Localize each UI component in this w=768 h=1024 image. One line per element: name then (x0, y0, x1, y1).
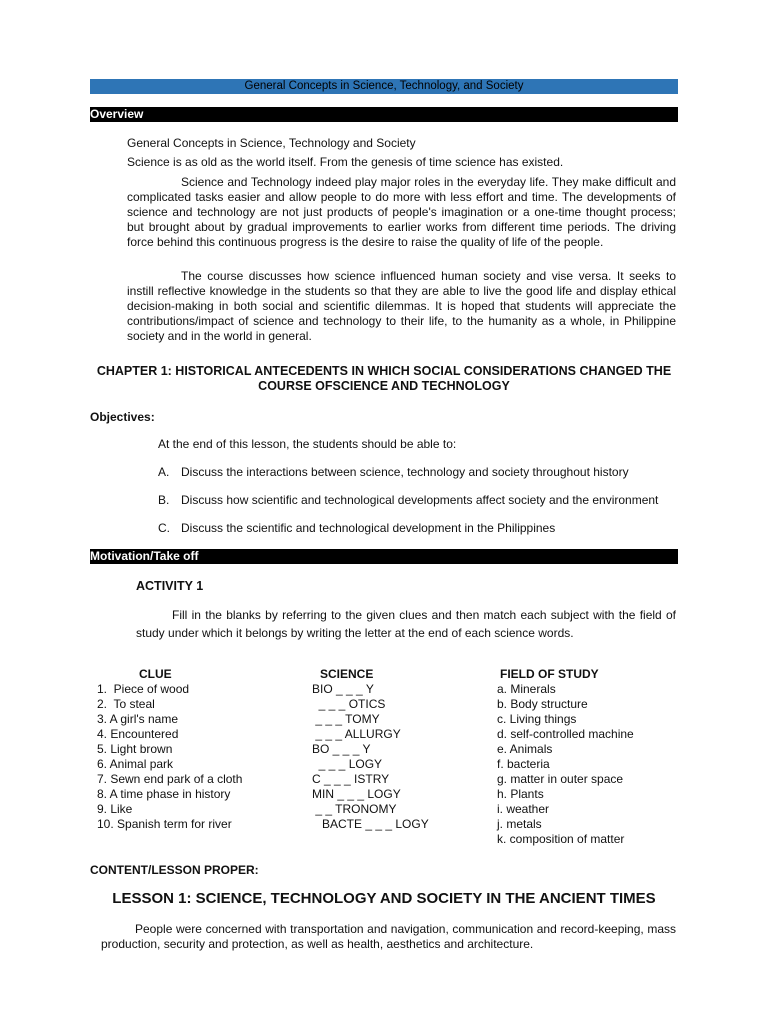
clue-item: 9. Like (97, 802, 133, 816)
motivation-heading: Motivation/Take off (90, 549, 678, 564)
science-word: _ _ _ OTICS (312, 697, 386, 711)
objective-text: Discuss the scientific and technological development in the Philippines (181, 521, 556, 535)
clue-item: 1. Piece of wood (97, 682, 190, 696)
science-word: BIO _ _ _ Y (312, 682, 374, 696)
objectives-intro: At the end of this lesson, the students should be able to: (158, 437, 457, 451)
science-word: C _ _ _ ISTRY (312, 772, 390, 786)
objective-letter: B. (158, 493, 170, 507)
overview-paragraph-2: The course discusses how science influenced human society and vise versa. It seeks to instill reflective knowledge in the students so that they are able to live the good life and display ethical decision-making in both social and scientific dilemmas. It is hoped that students will appreciate the contributions/impact of science and technology to their life, to the humanity as a whole, in Philippine society and in the world in general. (127, 269, 676, 343)
field-item: e. Animals (497, 742, 553, 756)
overview-line-2: Science is as old as the world itself. From the genesis of time science has existed. (127, 155, 564, 169)
clue-item: 10. Spanish term for river (97, 817, 232, 831)
objective-letter: C. (158, 521, 170, 535)
clue-column (97, 667, 242, 832)
science-word: _ _ TRONOMY (312, 802, 397, 816)
lesson-paragraph: People were concerned with transportation and navigation, communication and record-keeping, mass production, security and protection, as well as health, aesthetics and architecture. (101, 922, 676, 951)
lesson-title: LESSON 1: SCIENCE, TECHNOLOGY AND SOCIETY IN THE ANCIENT TIMES (112, 890, 656, 907)
clue-item: 3. A girl's name (97, 712, 178, 726)
activity-instructions: Fill in the blanks by referring to the given clues and then match each subject with the field of study under which it belongs by writing the letter at the end of each science words. (136, 608, 676, 640)
field-item: a. Minerals (497, 682, 556, 696)
content-label: CONTENT/LESSON PROPER: (90, 863, 259, 877)
clue-item: 4. Encountered (97, 727, 179, 741)
objectives-heading: Objectives: (90, 410, 155, 424)
chapter-heading (90, 364, 678, 394)
field-item: h. Plants (497, 787, 544, 801)
field-item: k. composition of matter (497, 832, 625, 846)
clue-item: 6. Animal park (97, 757, 174, 771)
clue-item: 2. To steal (97, 697, 155, 711)
objective-item (158, 465, 629, 480)
science-word: _ _ _ LOGY (312, 757, 383, 771)
field-item: f. bacteria (497, 757, 550, 771)
document-title: General Concepts in Science, Technology, and Society (90, 79, 678, 94)
field-item: j. metals (497, 817, 542, 831)
field-item: g. matter in outer space (497, 772, 624, 786)
field-item: i. weather (497, 802, 550, 816)
science-column (312, 667, 429, 832)
clue-item: 7. Sewn end park of a cloth (97, 772, 243, 786)
activity-title: ACTIVITY 1 (136, 579, 204, 593)
science-word: _ _ _ ALLURGY (312, 727, 401, 741)
clue-item: 5. Light brown (97, 742, 173, 756)
field-item: d. self-controlled machine (497, 727, 634, 741)
objective-item (158, 521, 555, 536)
science-word: _ _ _ TOMY (312, 712, 380, 726)
objective-letter: A. (158, 465, 170, 479)
clue-item: 8. A time phase in history (97, 787, 231, 801)
science-word: BO _ _ _ Y (312, 742, 371, 756)
field-column (497, 667, 634, 847)
objective-item (158, 493, 658, 508)
chapter-heading-line-1: CHAPTER 1: HISTORICAL ANTECEDENTS IN WHICH SOCIAL CONSIDERATIONS CHANGED THE (96, 364, 672, 378)
objective-text: Discuss how scientific and technological developments affect society and the environment (181, 493, 659, 507)
overview-paragraph-1: Science and Technology indeed play major roles in the everyday life. They make difficult and complicated tasks easier and allow people to do more with less effort and time. The developments of science and technology are not just products of people's imagination or a one-time thought process; but brought about by gradual improvements to earlier works from different time periods. The driving force behind this continuous progress is the desire to raise the quality of life of the people. (127, 175, 676, 249)
science-header: SCIENCE (320, 667, 374, 681)
overview-line-1: General Concepts in Science, Technology and Society (127, 136, 416, 150)
science-word: BACTE _ _ _ LOGY (312, 817, 429, 831)
science-word: MIN _ _ _ LOGY (312, 787, 401, 801)
overview-heading: Overview (90, 107, 678, 122)
clue-header: CLUE (139, 667, 172, 681)
field-header: FIELD OF STUDY (500, 667, 599, 681)
objective-text: Discuss the interactions between science, technology and society throughout history (181, 465, 629, 479)
field-item: c. Living things (497, 712, 577, 726)
field-item: b. Body structure (497, 697, 588, 711)
chapter-heading-line-2: COURSE OFSCIENCE AND TECHNOLOGY (258, 379, 510, 393)
